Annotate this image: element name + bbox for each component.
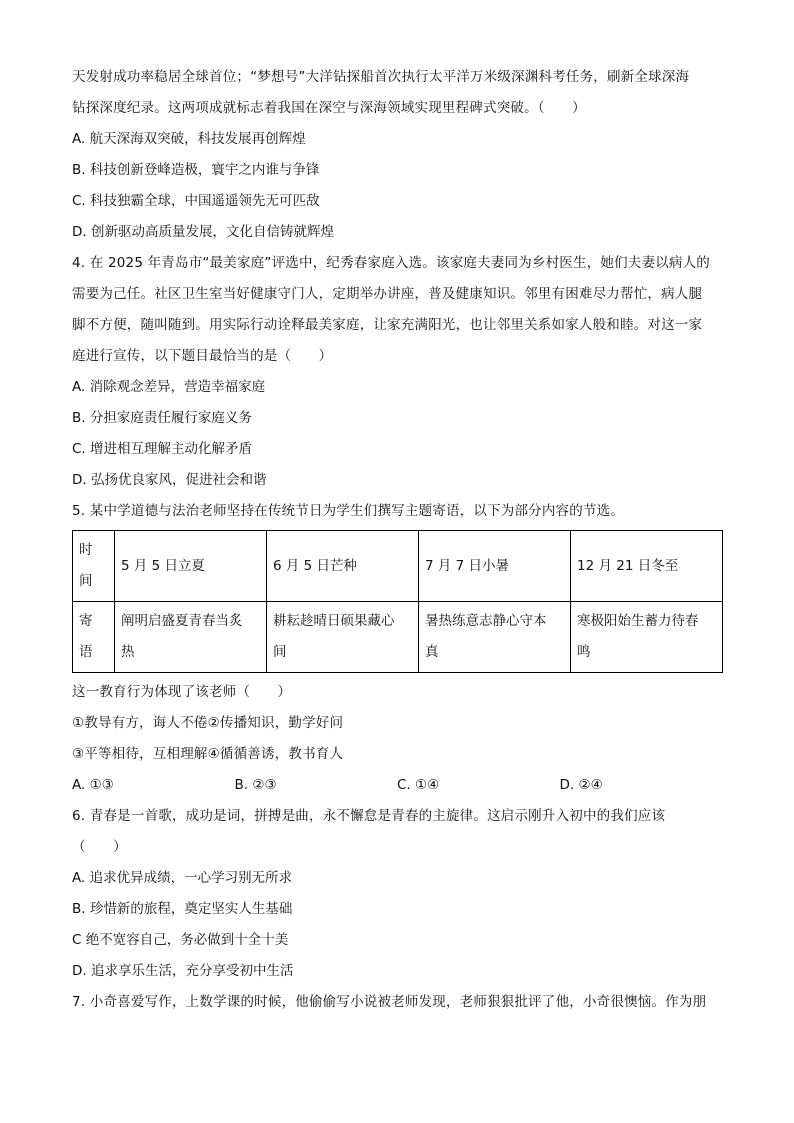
table-header-message-part-2: 语 [79, 644, 93, 660]
message-4-line-1: 寒极阳始生蓄力待春 [577, 613, 699, 629]
q5-items-line-2: ③平等相待，互相理解④循循善诱，教书育人 [72, 746, 344, 762]
table-header-time-part-1: 时 [79, 542, 93, 558]
q4-option-c: C. 增进相互理解主动化解矛盾 [72, 441, 253, 457]
table-header-message-part-1: 寄 [79, 613, 93, 629]
table-cell-date-3: 7 月 7 日小暑 [419, 531, 571, 602]
exam-page [72, 62, 722, 1018]
table-header-time [73, 531, 115, 602]
q6-option-d: D. 追求享乐生活，充分享受初中生活 [72, 963, 294, 979]
table-cell-message-1 [115, 602, 267, 673]
table-cell-message-3 [419, 602, 571, 673]
message-3-line-1: 暑热练意志静心守本 [425, 613, 547, 629]
q5-prompt: 这一教育行为体现了该老师（ ） [72, 684, 292, 700]
q3-option-a: A. 航天深海双突破，科技发展再创辉煌 [72, 131, 306, 147]
q5-schedule-table [72, 530, 723, 673]
q4-option-a: A. 消除观念差异，营造幸福家庭 [72, 379, 266, 395]
q6-option-b: B. 珍惜新的旅程，奠定坚实人生基础 [72, 901, 293, 917]
q6-option-a: A. 追求优异成绩，一心学习别无所求 [72, 870, 293, 886]
q6-stem-line-2: （ ） [72, 839, 127, 855]
q4-stem-line-2: 需要为己任。社区卫生室当好健康守门人，定期举办讲座，普及健康知识。邻里有困难尽力帮忙，病人腿 [72, 286, 703, 302]
message-1-line-2: 热 [121, 644, 135, 660]
message-2-line-2: 间 [273, 644, 287, 660]
q4-option-b: B. 分担家庭责任履行家庭义务 [72, 410, 252, 426]
message-4-line-2: 鸣 [577, 644, 591, 660]
table-header-time-part-2: 间 [79, 573, 93, 589]
q5-choice-a: A. ①③ [72, 777, 114, 793]
q5-choice-b: B. ②③ [234, 777, 277, 793]
q6-stem-line-1: 6. 青春是一首歌，成功是词，拼搏是曲，永不懈怠是青春的主旋律。这启示刚升入初中的我们应该 [72, 808, 666, 824]
q5-choice-d: D. ②④ [559, 777, 603, 793]
q7-stem-line-1: 7. 小奇喜爱写作，上数学课的时候，他偷偷写小说被老师发现，老师狠狠批评了他，小奇很懊恼。作为朋 [72, 994, 707, 1010]
table-cell-message-2 [267, 602, 419, 673]
q5-choices [72, 770, 722, 801]
q3-option-c: C. 科技独霸全球，中国遥遥领先无可匹敌 [72, 193, 320, 209]
table-row-dates [73, 531, 723, 602]
q4-option-d: D. 弘扬优良家风，促进社会和谐 [72, 472, 267, 488]
q4-stem-line-4: 庭进行宣传，以下题目最恰当的是（ ） [72, 348, 333, 364]
q4-stem-line-1: 4. 在 2025 年青岛市“最美家庭”评选中，纪秀春家庭入选。该家庭夫妻同为乡村医生，她们夫妻以病人的 [72, 255, 710, 271]
q6-option-c: C 绝不宽容自己，务必做到十全十美 [72, 932, 289, 948]
q5-items-line-1: ①教导有方，诲人不倦②传播知识，勤学好问 [72, 715, 344, 731]
q4-stem-line-3: 脚不方便，随叫随到。用实际行动诠释最美家庭，让家充满阳光，也让邻里关系如家人般和睦。对这一家 [72, 317, 703, 333]
table-row-messages [73, 602, 723, 673]
q5-stem: 5. 某中学道德与法治老师坚持在传统节日为学生们撰写主题寄语，以下为部分内容的节选。 [72, 503, 625, 519]
q3-option-b: B. 科技创新登峰造极，寰宇之内谁与争锋 [72, 162, 320, 178]
table-cell-date-2: 6 月 5 日芒种 [267, 531, 419, 602]
table-cell-message-4 [571, 602, 723, 673]
message-3-line-2: 真 [425, 644, 439, 660]
q3-stem-line-1: 天发射成功率稳居全球首位；“梦想号”大洋钻探船首次执行太平洋万米级深渊科考任务，刷新全球深海 [72, 69, 690, 85]
q3-option-d: D. 创新驱动高质量发展，文化自信铸就辉煌 [72, 224, 334, 240]
q3-stem-line-2: 钻探深度纪录。这两项成就标志着我国在深空与深海领域实现里程碑式突破。（ ） [72, 100, 586, 116]
message-2-line-1: 耕耘趁晴日硕果藏心 [273, 613, 395, 629]
table-cell-date-1: 5 月 5 日立夏 [115, 531, 267, 602]
table-cell-date-4: 12 月 21 日冬至 [571, 531, 723, 602]
table-header-message [73, 602, 115, 673]
q5-choice-c: C. ①④ [397, 777, 440, 793]
message-1-line-1: 阐明启盛夏青春当炙 [121, 613, 243, 629]
